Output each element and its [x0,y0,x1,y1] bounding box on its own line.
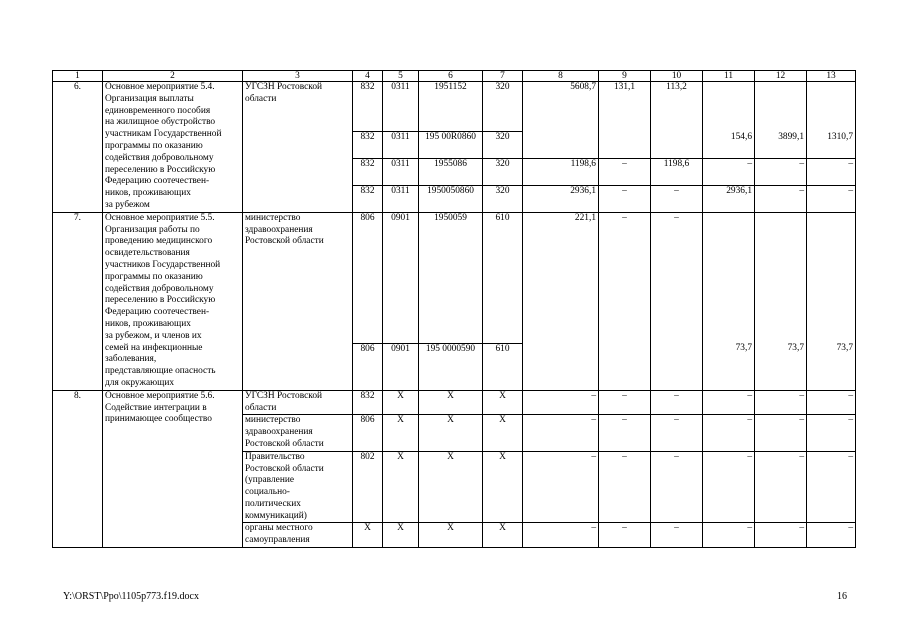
column-header: 6 [419,71,483,82]
column-header: 9 [599,71,651,82]
cell-c12: – [755,451,807,523]
column-header: 3 [243,71,353,82]
cell-c12 [755,82,807,132]
cell-c11: – [703,159,755,186]
cell-c12: – [755,523,807,548]
page-number: 16 [837,591,847,602]
cell-c5: X [383,390,419,415]
cell-c4: 806 [353,343,383,390]
cell-c4: X [353,523,383,548]
activity-name: Основное мероприятие 5.6. Содействие интеграции в принимающее сообщество [103,390,243,547]
cell-c12: – [755,390,807,415]
cell-c9 [599,132,651,159]
column-header: 11 [703,71,755,82]
cell-c10: – [651,212,703,343]
cell-c13: – [807,185,856,212]
column-header: 10 [651,71,703,82]
cell-c10: – [651,415,703,451]
cell-c13: – [807,451,856,523]
cell-c8: – [523,523,599,548]
cell-c9: – [599,451,651,523]
cell-c9: – [599,390,651,415]
cell-c13 [807,212,856,343]
column-header: 5 [383,71,419,82]
cell-c13 [807,82,856,132]
cell-c10: – [651,523,703,548]
cell-c11: – [703,523,755,548]
cell-c8: 221,1 [523,212,599,343]
file-path: Y:\ORST\Ppo\1105p773.f19.docx [63,591,199,602]
column-header: 13 [807,71,856,82]
cell-c13: 1310,7 [807,132,856,159]
column-header: 8 [523,71,599,82]
cell-c11: – [703,415,755,451]
cell-c10: – [651,390,703,415]
cell-c4: 832 [353,82,383,132]
cell-c6: 1955086 [419,159,483,186]
executor [243,132,353,159]
cell-c7: X [483,415,523,451]
cell-c9: – [599,212,651,343]
row-number: 7. [53,212,103,390]
executor: министерство здравоохранения Ростовской области [243,415,353,451]
cell-c10: – [651,185,703,212]
cell-c6: X [419,523,483,548]
cell-c12: 3899,1 [755,132,807,159]
cell-c13: – [807,159,856,186]
cell-c9: – [599,159,651,186]
cell-c4: 806 [353,415,383,451]
cell-c7: 320 [483,82,523,132]
cell-c10: – [651,451,703,523]
column-header: 2 [103,71,243,82]
cell-c7: X [483,451,523,523]
column-header: 12 [755,71,807,82]
cell-c9: – [599,185,651,212]
activity-name: Основное мероприятие 5.5. Организация работы по проведению медицинского освидетельствования участников Государственной программы по оказанию содействия добровольному переселению в Российскую Федерацию соотечествен- ников, проживающих за рубежом, и членов их семей на инфекционные заболевания, представляющие опасность для окружающих [103,212,243,390]
cell-c11: 2936,1 [703,185,755,212]
header-row [53,71,856,82]
cell-c10 [651,343,703,390]
table-row [53,390,856,415]
cell-c10: 113,2 [651,82,703,132]
cell-c6: 1951152 [419,82,483,132]
cell-c7: 610 [483,212,523,343]
cell-c11: 154,6 [703,132,755,159]
cell-c8: – [523,415,599,451]
table-row [53,212,856,343]
executor: УГСЗН Ростовской области [243,390,353,415]
cell-c13: – [807,523,856,548]
column-header: 1 [53,71,103,82]
cell-c8 [523,132,599,159]
executor [243,185,353,212]
cell-c5: X [383,415,419,451]
cell-c4: 806 [353,212,383,343]
cell-c11: – [703,451,755,523]
cell-c7: 320 [483,132,523,159]
cell-c4: 832 [353,159,383,186]
cell-c12: – [755,185,807,212]
row-number: 6. [53,82,103,213]
cell-c8: – [523,390,599,415]
cell-c6: 1950059 [419,212,483,343]
cell-c9: – [599,415,651,451]
cell-c5: 0311 [383,132,419,159]
cell-c4: 832 [353,390,383,415]
cell-c5: 0901 [383,212,419,343]
cell-c13: – [807,390,856,415]
cell-c10: 1198,6 [651,159,703,186]
cell-c4: 832 [353,185,383,212]
cell-c8: 1198,6 [523,159,599,186]
executor: Правительство Ростовской области (управление социально- политических коммуникаций) [243,451,353,523]
executor [243,343,353,390]
column-header: 7 [483,71,523,82]
cell-c8: 5608,7 [523,82,599,132]
cell-c5: X [383,451,419,523]
cell-c9: – [599,523,651,548]
cell-c8 [523,343,599,390]
cell-c7: 320 [483,159,523,186]
cell-c9 [599,343,651,390]
cell-c8: 2936,1 [523,185,599,212]
cell-c8: – [523,451,599,523]
column-header: 4 [353,71,383,82]
executor: УГСЗН Ростовской области [243,82,353,132]
activity-name: Основное мероприятие 5.4. Организация выплаты единовременного пособия на жилищное обустройство участникам Государственной программы по оказанию содействия добровольному переселению в Российскую Федерацию соотечествен- ников, проживающих за рубежом [103,82,243,213]
cell-c5: X [383,523,419,548]
cell-c6: 1950050860 [419,185,483,212]
cell-c6: X [419,415,483,451]
cell-c6: X [419,451,483,523]
program-table [52,70,856,548]
cell-c6: 195 00R0860 [419,132,483,159]
executor [243,159,353,186]
cell-c10 [651,132,703,159]
cell-c13: – [807,415,856,451]
cell-c7: 320 [483,185,523,212]
cell-c4: 832 [353,132,383,159]
cell-c12: – [755,415,807,451]
cell-c12 [755,212,807,343]
cell-c11: – [703,390,755,415]
cell-c11 [703,82,755,132]
cell-c5: 0311 [383,82,419,132]
executor: органы местного самоуправления [243,523,353,548]
cell-c7: X [483,390,523,415]
cell-c5: 0311 [383,185,419,212]
cell-c4: 802 [353,451,383,523]
cell-c12: – [755,159,807,186]
cell-c12: 73,7 [755,343,807,390]
cell-c11 [703,212,755,343]
executor: министерство здравоохранения Ростовской области [243,212,353,343]
cell-c7: X [483,523,523,548]
cell-c6: 195 0000590 [419,343,483,390]
cell-c6: X [419,390,483,415]
cell-c9: 131,1 [599,82,651,132]
cell-c7: 610 [483,343,523,390]
row-number: 8. [53,390,103,547]
cell-c5: 0311 [383,159,419,186]
cell-c11: 73,7 [703,343,755,390]
cell-c13: 73,7 [807,343,856,390]
table-row [53,82,856,132]
cell-c5: 0901 [383,343,419,390]
